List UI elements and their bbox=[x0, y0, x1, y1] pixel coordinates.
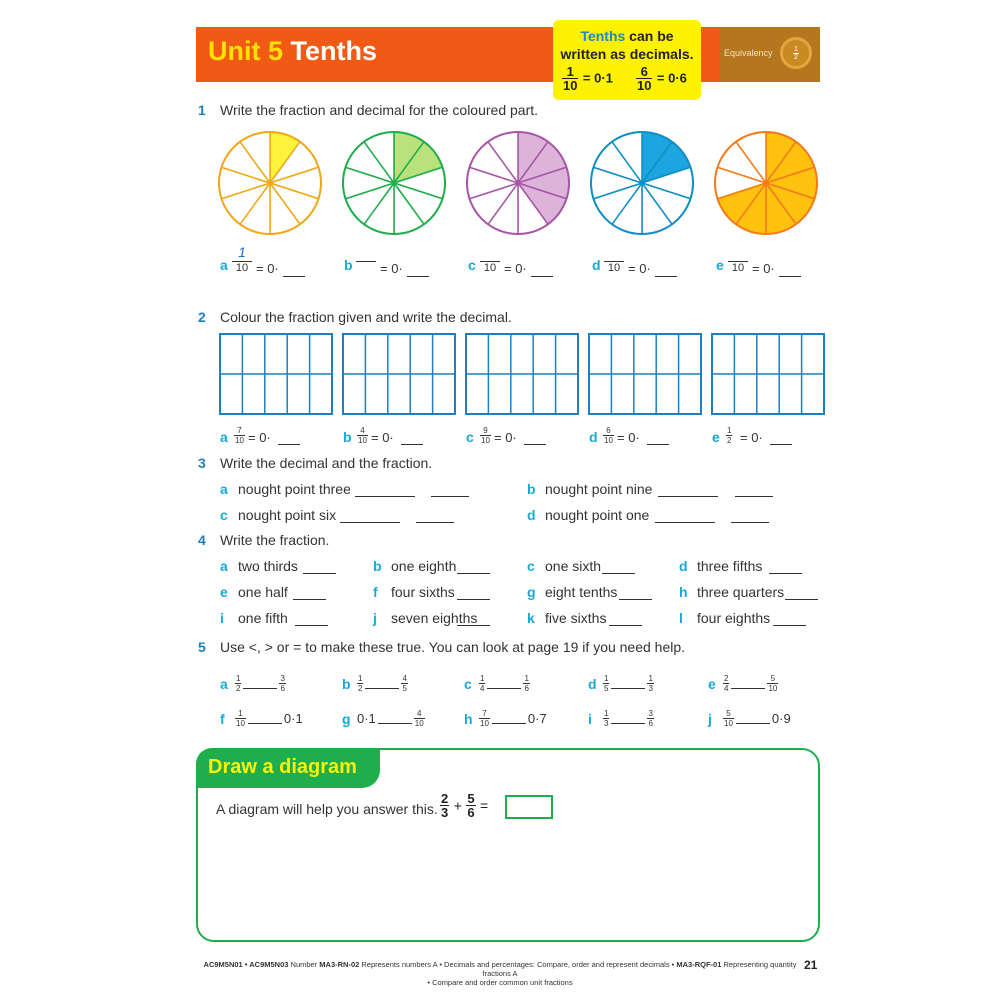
q5-label-h: h bbox=[464, 711, 473, 727]
q4-blank-j[interactable] bbox=[457, 624, 490, 626]
q1-decimal-c: = 0· bbox=[504, 261, 527, 276]
draw-diagram-title: Draw a diagram bbox=[208, 756, 357, 778]
q1-decimal-d: = 0· bbox=[628, 261, 651, 276]
tenths-grid-d[interactable] bbox=[589, 334, 701, 414]
q1-answer-fraction-d[interactable] bbox=[604, 244, 624, 275]
equivalency-label: Equivalency bbox=[724, 48, 773, 58]
q4-blank-f[interactable] bbox=[457, 598, 490, 600]
q5-comparison-e: $\frac{2}{4}$ $\frac{5}{10}$ bbox=[724, 674, 778, 693]
question-5-number: 5 bbox=[198, 639, 206, 655]
q4-text-d: three fifths bbox=[697, 558, 763, 574]
q4-text-b: one eighth bbox=[391, 558, 457, 574]
tip-line-2: written as decimals. bbox=[560, 46, 694, 62]
question-3-number: 3 bbox=[198, 455, 206, 471]
q4-label-b: b bbox=[373, 558, 382, 574]
q3-fraction-blank-b[interactable] bbox=[735, 495, 773, 497]
q4-blank-g[interactable] bbox=[619, 598, 652, 600]
q4-blank-l[interactable] bbox=[773, 624, 806, 626]
q1-decimal-blank-e[interactable] bbox=[779, 275, 801, 277]
q2-label-e: e bbox=[712, 429, 720, 445]
q4-text-e: one half bbox=[238, 584, 288, 600]
q4-blank-i[interactable] bbox=[295, 624, 328, 626]
q4-text-j: seven eighths bbox=[391, 610, 478, 626]
q4-text-h: three quarters bbox=[697, 584, 785, 600]
q4-text-g: eight tenths bbox=[545, 584, 618, 600]
fraction-circle-b[interactable] bbox=[343, 132, 445, 234]
q2-eq-b: = 0· bbox=[371, 430, 394, 445]
q1-denominator-a: 10 bbox=[232, 261, 252, 275]
q4-blank-k[interactable] bbox=[609, 624, 642, 626]
tenths-grid-c[interactable] bbox=[466, 334, 578, 414]
q5-blank-b[interactable] bbox=[365, 687, 399, 689]
q5-comparison-i: $\frac{1}{3}$ $\frac{3}{6}$ bbox=[604, 709, 653, 728]
question-2-text: Colour the fraction given and write the decimal. bbox=[220, 309, 512, 325]
q4-text-a: two thirds bbox=[238, 558, 298, 574]
draw-diagram-text: A diagram will help you answer this. bbox=[216, 801, 438, 817]
q2-fraction-e: $\frac{1}{2}$ bbox=[727, 426, 732, 445]
q4-label-j: j bbox=[373, 610, 377, 626]
q2-eq-e: = 0· bbox=[740, 430, 763, 445]
q3-label-d: d bbox=[527, 507, 536, 523]
q1-denominator-e: 10 bbox=[728, 261, 748, 275]
q1-decimal-blank-a[interactable] bbox=[283, 275, 305, 277]
q4-text-l: four eighths bbox=[697, 610, 771, 626]
q1-denominator-d: 10 bbox=[604, 261, 624, 275]
q1-label-b: b bbox=[344, 257, 353, 273]
q5-label-i: i bbox=[588, 711, 592, 727]
q1-answer-fraction-e[interactable] bbox=[728, 244, 748, 275]
q4-label-a: a bbox=[220, 558, 228, 574]
q4-label-i: i bbox=[220, 610, 224, 626]
q5-label-b: b bbox=[342, 676, 351, 692]
q2-fraction-b: $\frac{4}{10}$ bbox=[358, 426, 367, 445]
q3-fraction-blank-a[interactable] bbox=[431, 495, 469, 497]
q3-fraction-blank-c[interactable] bbox=[416, 521, 454, 523]
q5-comparison-h: $\frac{7}{10}$ 0·7 bbox=[480, 709, 547, 728]
q5-blank-h[interactable] bbox=[492, 722, 526, 724]
q3-decimal-blank-b[interactable] bbox=[658, 495, 718, 497]
q1-numerator-b[interactable] bbox=[356, 244, 376, 261]
q2-label-d: d bbox=[589, 429, 598, 445]
question-5-text: Use <, > or = to make these true. You can look at page 19 if you need help. bbox=[220, 639, 686, 655]
tip-rest: can be bbox=[625, 28, 674, 44]
q3-label-b: b bbox=[527, 481, 536, 497]
diagram-equation: $\frac{2}{3}$ + $\frac{5}{6}$ = bbox=[441, 791, 489, 820]
curriculum-footer: AC9M5N01 • AC9M5N03 Number MA3-RN-02 Represents numbers A • Decimals and percentages: Compare, order and represent decimals • MA3-RQF-01 Representing quantity fractions A • Compare and order common unit fractions bbox=[203, 960, 797, 987]
q2-fraction-d: $\frac{6}{10}$ bbox=[604, 426, 613, 445]
q3-label-c: c bbox=[220, 507, 228, 523]
q2-decimal-blank-e[interactable] bbox=[770, 443, 792, 445]
q1-decimal-blank-d[interactable] bbox=[655, 275, 677, 277]
q5-blank-i[interactable] bbox=[611, 722, 645, 724]
q4-label-f: f bbox=[373, 584, 378, 600]
q4-blank-d[interactable] bbox=[769, 572, 802, 574]
question-2-number: 2 bbox=[198, 309, 206, 325]
q1-decimal-e: = 0· bbox=[752, 261, 775, 276]
q2-decimal-blank-d[interactable] bbox=[647, 443, 669, 445]
q4-text-f: four sixths bbox=[391, 584, 455, 600]
question-1-text: Write the fraction and decimal for the coloured part. bbox=[220, 102, 539, 118]
q1-answer-fraction-a[interactable] bbox=[232, 244, 252, 275]
q3-text-c: nought point six bbox=[238, 507, 337, 523]
q1-label-e: e bbox=[716, 257, 724, 273]
q1-decimal-blank-b[interactable] bbox=[407, 275, 429, 277]
q2-label-c: c bbox=[466, 429, 474, 445]
q4-label-k: k bbox=[527, 610, 535, 626]
q2-label-a: a bbox=[220, 429, 228, 445]
q2-fraction-a: $\frac{7}{10}$ bbox=[235, 426, 244, 445]
q1-answer-fraction-c[interactable] bbox=[480, 244, 500, 275]
q3-fraction-blank-d[interactable] bbox=[731, 521, 769, 523]
q5-label-a: a bbox=[220, 676, 228, 692]
q3-decimal-blank-a[interactable] bbox=[355, 495, 415, 497]
q2-fraction-c: $\frac{9}{10}$ bbox=[481, 426, 490, 445]
question-4-text: Write the fraction. bbox=[220, 532, 330, 548]
q5-blank-j[interactable] bbox=[736, 722, 770, 724]
q4-blank-h[interactable] bbox=[785, 598, 818, 600]
q3-text-b: nought point nine bbox=[545, 481, 653, 497]
q2-label-b: b bbox=[343, 429, 352, 445]
q2-tenths-grids bbox=[0, 320, 1000, 420]
q5-label-c: c bbox=[464, 676, 472, 692]
tenths-grid-b[interactable] bbox=[343, 334, 455, 414]
q3-text-d: nought point one bbox=[545, 507, 650, 523]
q4-blank-b[interactable] bbox=[457, 572, 490, 574]
q2-eq-d: = 0· bbox=[617, 430, 640, 445]
q5-comparison-a: $\frac{1}{2}$ $\frac{3}{6}$ bbox=[236, 674, 285, 693]
q4-text-c: one sixth bbox=[545, 558, 602, 574]
q5-label-f: f bbox=[220, 711, 225, 727]
tenths-grid-e[interactable] bbox=[712, 334, 824, 414]
q5-comparison-j: $\frac{5}{10}$ 0·9 bbox=[724, 709, 791, 728]
fraction-circle-c[interactable] bbox=[467, 132, 569, 234]
q2-decimal-blank-b[interactable] bbox=[401, 443, 423, 445]
q5-comparison-d: $\frac{1}{5}$ $\frac{1}{3}$ bbox=[604, 674, 653, 693]
unit-number: Unit 5 bbox=[208, 36, 284, 66]
unit-title-text: Tenths bbox=[290, 36, 378, 66]
tip-example-2: $\frac{6}{10}$ = 0·6 bbox=[637, 64, 687, 93]
q1-decimal-blank-c[interactable] bbox=[531, 275, 553, 277]
q1-fraction-circles bbox=[0, 0, 1000, 260]
q4-blank-a[interactable] bbox=[303, 572, 336, 574]
q5-comparison-b: $\frac{1}{2}$ $\frac{4}{5}$ bbox=[358, 674, 407, 693]
q2-decimal-blank-a[interactable] bbox=[278, 443, 300, 445]
q5-blank-d[interactable] bbox=[611, 687, 645, 689]
q4-label-e: e bbox=[220, 584, 228, 600]
equivalency-badge-fraction: $\frac{1}{2}$ bbox=[794, 46, 798, 62]
q5-blank-g[interactable] bbox=[378, 722, 412, 724]
q5-blank-e[interactable] bbox=[731, 687, 765, 689]
tip-highlight: Tenths bbox=[580, 28, 626, 44]
q5-label-j: j bbox=[708, 711, 712, 727]
q4-label-c: c bbox=[527, 558, 535, 574]
fraction-circle-e[interactable] bbox=[715, 132, 817, 234]
q5-blank-f[interactable] bbox=[248, 722, 282, 724]
q5-label-g: g bbox=[342, 711, 351, 727]
q1-numerator-c[interactable] bbox=[480, 244, 500, 261]
q5-blank-c[interactable] bbox=[487, 687, 521, 689]
q4-blank-c[interactable] bbox=[602, 572, 635, 574]
q1-label-c: c bbox=[468, 257, 476, 273]
q2-decimal-blank-c[interactable] bbox=[524, 443, 546, 445]
q3-decimal-blank-c[interactable] bbox=[340, 521, 400, 523]
q1-decimal-b: = 0· bbox=[380, 261, 403, 276]
q4-text-k: five sixths bbox=[545, 610, 607, 626]
q3-text-a: nought point three bbox=[238, 481, 351, 497]
q1-numerator-e[interactable] bbox=[728, 244, 748, 261]
q1-numerator-d[interactable] bbox=[604, 244, 624, 261]
q4-text-i: one fifth bbox=[238, 610, 288, 626]
question-1-number: 1 bbox=[198, 102, 206, 118]
q5-comparison-g: 0·1 $\frac{4}{10}$ bbox=[357, 709, 424, 728]
fraction-circle-d[interactable] bbox=[591, 132, 693, 234]
page-number: 21 bbox=[804, 958, 818, 972]
question-3-text: Write the decimal and the fraction. bbox=[220, 455, 433, 471]
q1-label-d: d bbox=[592, 257, 601, 273]
q1-label-a: a bbox=[220, 257, 228, 273]
q5-label-e: e bbox=[708, 676, 716, 692]
q1-decimal-a: = 0· bbox=[256, 261, 279, 276]
diagram-answer-box[interactable] bbox=[505, 795, 553, 819]
q2-eq-a: = 0· bbox=[248, 430, 271, 445]
tip-example-1: $\frac{1}{10}$ = 0·1 bbox=[563, 64, 613, 93]
q5-comparison-c: $\frac{1}{4}$ $\frac{1}{6}$ bbox=[480, 674, 529, 693]
q3-decimal-blank-d[interactable] bbox=[655, 521, 715, 523]
q1-denominator-c: 10 bbox=[480, 261, 500, 275]
q4-label-h: h bbox=[679, 584, 688, 600]
q5-blank-a[interactable] bbox=[243, 687, 277, 689]
q1-numerator-a[interactable]: 1 bbox=[238, 244, 246, 260]
q2-eq-c: = 0· bbox=[494, 430, 517, 445]
q5-comparison-f: $\frac{1}{10}$ 0·1 bbox=[236, 709, 303, 728]
q5-label-d: d bbox=[588, 676, 597, 692]
tenths-grid-a[interactable] bbox=[220, 334, 332, 414]
q1-answer-fraction-b[interactable] bbox=[356, 244, 376, 262]
q4-label-g: g bbox=[527, 584, 536, 600]
question-4-number: 4 bbox=[198, 532, 206, 548]
q3-label-a: a bbox=[220, 481, 228, 497]
q1-denominator-b bbox=[356, 261, 376, 262]
fraction-circle-a[interactable] bbox=[219, 132, 321, 234]
q4-label-d: d bbox=[679, 558, 688, 574]
q4-blank-e[interactable] bbox=[293, 598, 326, 600]
q4-label-l: l bbox=[679, 610, 683, 626]
